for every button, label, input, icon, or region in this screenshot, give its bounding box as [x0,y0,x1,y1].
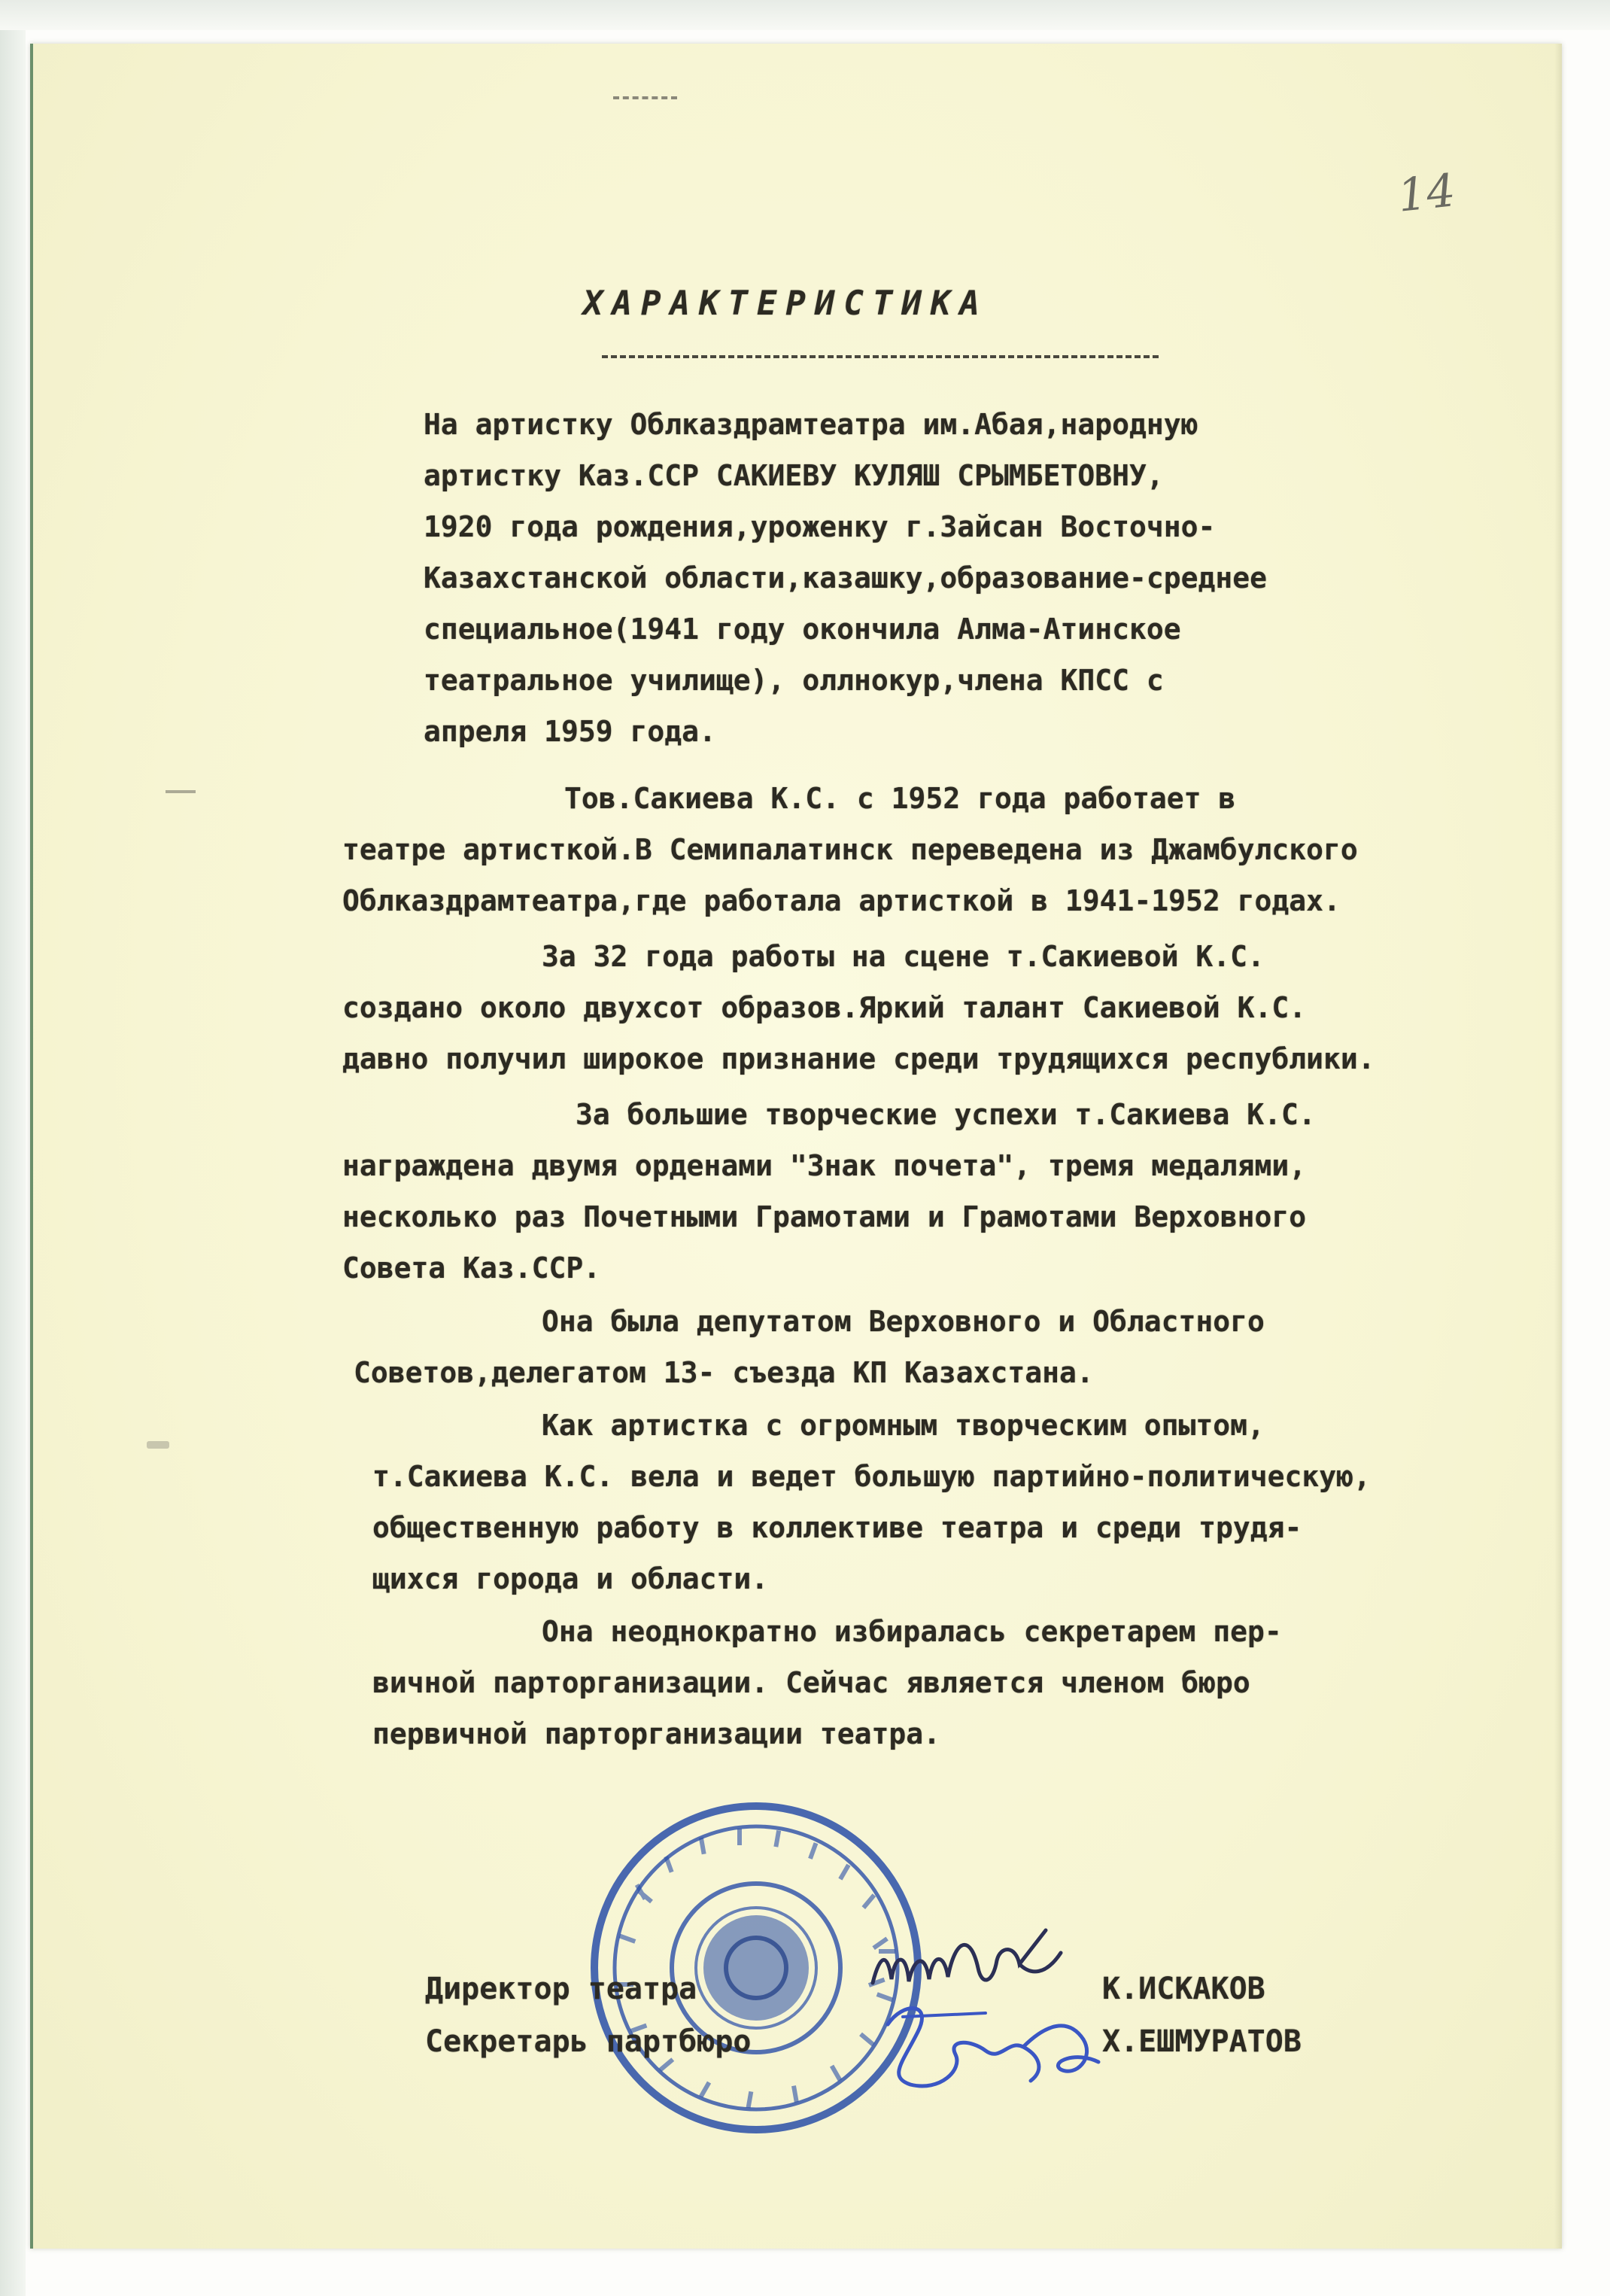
signatory-role-director: Директор театра [425,1972,697,2006]
text-line-25: вичной парторганизации. Сейчас является членом бюро [372,1666,1250,1699]
text-line-2: артистку Каз.ССР САКИЕВУ КУЛЯШ СРЫМБЕТОВНУ, [424,459,1164,492]
text-line-23: щихся города и области. [372,1562,769,1595]
text-line-19: Советов,делегатом 13- съезда КП Казахстана. [354,1356,1094,1389]
text-line-5: специальное(1941 году окончила Алма-Атинское [424,613,1181,646]
top-dash-mark [613,96,677,102]
text-line-17: Совета Каз.ССР. [342,1251,601,1285]
secretary-signature [873,1994,1113,2107]
text-line-7: апреля 1959 года. [424,715,716,748]
document-title: ХАРАКТЕРИСТИКА [583,284,989,323]
director-signature [865,1923,1076,2006]
text-line-16: несколько раз Почетными Грамотами и Грамотами Верховного [342,1200,1307,1233]
text-line-21: т.Сакиева К.С. вела и ведет большую партийно-политическую, [372,1460,1371,1493]
text-line-22: общественную работу в коллективе театра и среди трудя- [372,1511,1302,1544]
scan-frame-top [0,0,1610,30]
margin-dash [166,790,196,793]
text-line-13: давно получил широкое признание среди трудящихся республики. [342,1042,1375,1075]
text-line-8: Тов.Сакиева К.С. с 1952 года работает в [564,782,1236,815]
text-line-3: 1920 года рождения,уроженку г.Зайсан Восточно- [424,510,1216,543]
text-line-9: театре артисткой.В Семипалатинск переведена из Джамбулского [342,833,1358,866]
text-line-12: создано около двухсот образов.Яркий талант Сакиевой К.С. [342,991,1307,1024]
scan-frame-left [0,0,26,2296]
text-line-14: За большие творческие успехи т.Сакиева К.С. [576,1098,1316,1131]
text-line-18: Она была депутатом Верховного и Областного [542,1305,1265,1338]
signatory-role-secretary: Секретарь партбюро [425,2024,752,2059]
signatory-name-director: К.ИСКАКОВ [1102,1972,1265,2006]
text-line-24: Она неоднократно избиралась секретарем пер- [542,1615,1282,1648]
page-number: 14 [1395,164,1458,223]
text-line-10: Облказдрамтеатра,где работала артисткой в 1941-1952 годах. [342,884,1341,917]
text-line-6: театральное училище), оллнокур,члена КПСС с [424,664,1164,697]
text-line-20: Как артистка с огромным творческим опытом, [542,1409,1265,1442]
text-line-26: первичной парторганизации театра. [372,1717,940,1750]
signatory-name-secretary: Х.ЕШМУРАТОВ [1102,2024,1302,2059]
text-line-15: награждена двумя орденами "Знак почета", тремя медалями, [342,1149,1307,1182]
margin-mark [147,1441,169,1449]
title-underline [602,355,1159,358]
paper-edge-shadow [1554,44,1562,2249]
text-line-1: На артистку Облказдрамтеатра им.Абая,народную [424,408,1198,441]
text-line-11: За 32 года работы на сцене т.Сакиевой К.С. [542,940,1265,973]
text-line-4: Казахстанской области,казашку,образование-среднее [424,561,1268,595]
